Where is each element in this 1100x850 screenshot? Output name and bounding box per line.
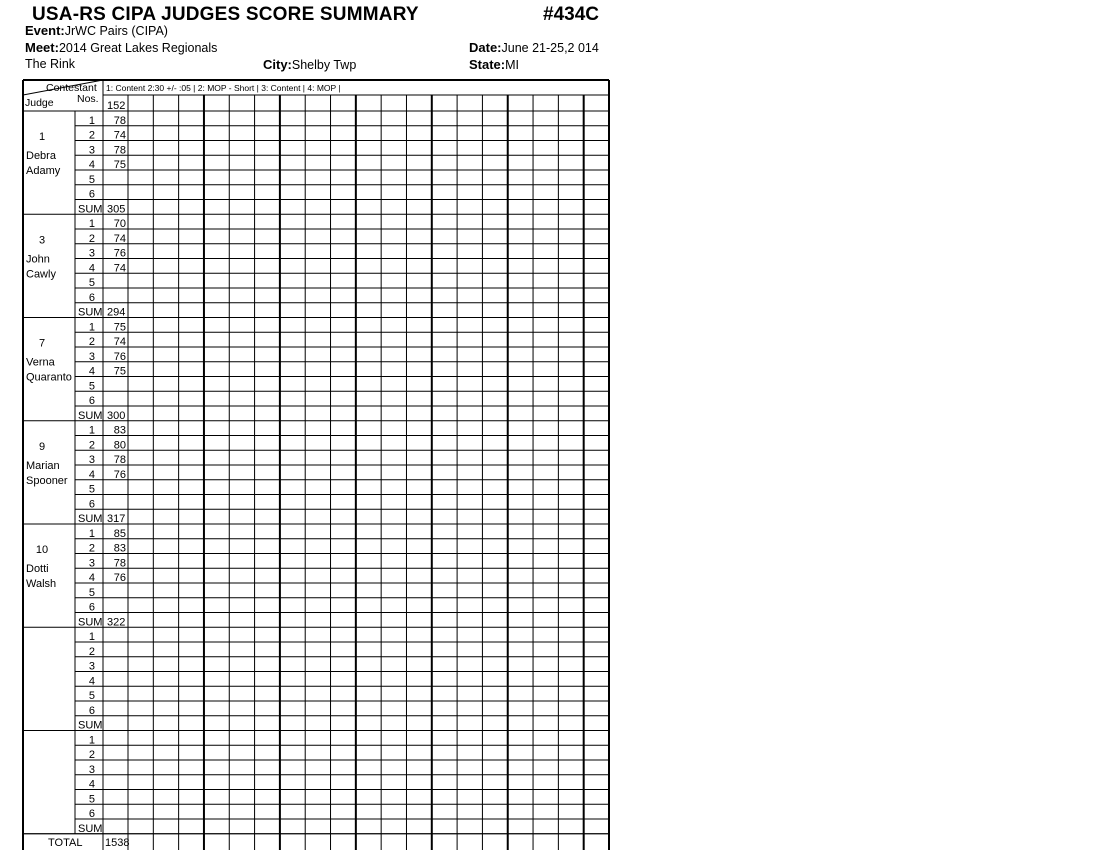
score-cell: 75 [113, 321, 126, 334]
row-number: 3 [88, 144, 95, 157]
city-label: City: [263, 57, 292, 72]
form-number: #434C [543, 4, 599, 25]
sum-value: 317 [107, 513, 126, 525]
row-number: 5 [88, 277, 95, 289]
contestant-number: 152 [107, 100, 126, 112]
score-cell: 75 [113, 365, 126, 378]
score-cell: 74 [113, 336, 126, 348]
meet-value: 2014 Great Lakes Regionals [58, 41, 218, 55]
sum-label: SUM [78, 409, 103, 422]
row-number: 2 [88, 439, 95, 452]
row-number: 2 [88, 645, 95, 658]
row-number: 1 [88, 631, 95, 643]
score-cell: 70 [113, 218, 126, 230]
judge-last-name: Spooner [26, 474, 68, 487]
row-number: 3 [88, 247, 95, 260]
row-number: 6 [88, 704, 95, 717]
judge-first-name: Marian [26, 459, 60, 472]
judge-first-name: John [26, 253, 50, 266]
score-cell: 80 [113, 439, 126, 452]
row-number: 1 [88, 527, 95, 540]
corner-contestant-label: Contestant [46, 82, 97, 94]
row-number: 2 [88, 749, 95, 761]
event-value: JrWC Pairs (CIPA) [64, 24, 168, 38]
row-number: 2 [88, 232, 95, 245]
sum-label: SUM [78, 719, 103, 732]
row-number: 5 [88, 690, 95, 702]
row-number: 1 [88, 218, 95, 230]
row-number: 6 [88, 601, 95, 614]
score-cell: 85 [113, 527, 126, 540]
form-title: USA-RS CIPA JUDGES SCORE SUMMARY [32, 4, 419, 25]
sum-value: 322 [107, 616, 126, 629]
row-number: 6 [88, 808, 95, 820]
row-number: 5 [88, 483, 95, 496]
row-number: 1 [88, 424, 95, 437]
sum-value: 300 [107, 409, 126, 422]
city-value: Shelby Twp [291, 58, 357, 72]
row-number: 2 [88, 336, 95, 348]
row-number: 2 [88, 129, 95, 142]
sum-label: SUM [78, 306, 103, 319]
score-cell: 83 [113, 424, 126, 437]
score-cell: 75 [113, 159, 126, 171]
row-number: 6 [88, 498, 95, 511]
sum-label: SUM [78, 616, 103, 629]
row-number: 6 [88, 395, 95, 407]
score-cell: 78 [113, 114, 126, 127]
row-number: 3 [88, 763, 95, 776]
sum-value: 294 [107, 306, 126, 319]
sum-value: 305 [107, 203, 126, 216]
score-cell: 74 [113, 129, 126, 142]
corner-nos-label: Nos. [77, 93, 99, 105]
date-label: Date: [469, 40, 502, 55]
event-legend: 1: Content 2:30 +/- :05 | 2: MOP - Short | 3: Content | 4: MOP | [106, 83, 341, 93]
judge-first-name: Dotti [26, 563, 49, 575]
score-cell: 83 [113, 542, 126, 555]
row-number: 6 [88, 188, 95, 201]
row-number: 4 [88, 365, 95, 378]
score-cell: 78 [113, 454, 126, 466]
row-number: 1 [88, 114, 95, 127]
score-cell: 78 [113, 557, 126, 570]
judge-first-name: Verna [26, 356, 55, 369]
row-number: 4 [88, 262, 95, 275]
judge-last-name: Walsh [26, 578, 57, 590]
score-cell: 74 [113, 232, 126, 245]
row-number: 6 [88, 291, 95, 304]
score-cell: 74 [113, 262, 126, 275]
row-number: 1 [88, 734, 95, 747]
row-number: 2 [88, 542, 95, 555]
judge-first-name: Debra [26, 150, 56, 162]
event-label: Event: [25, 23, 65, 38]
judge-number: 9 [38, 440, 46, 453]
judge-last-name: Quaranto [26, 371, 72, 384]
total-label: TOTAL [48, 836, 83, 849]
row-number: 3 [88, 350, 95, 363]
judge-last-name: Adamy [26, 165, 61, 177]
row-number: 3 [88, 557, 95, 570]
row-number: 5 [88, 173, 95, 186]
sum-label: SUM [78, 203, 103, 216]
state-value: MI [505, 58, 520, 72]
judge-number: 10 [35, 544, 49, 556]
total-value: 1538 [105, 836, 130, 849]
corner-judge-label: Judge [25, 97, 54, 109]
score-cell: 76 [113, 572, 126, 584]
row-number: 3 [88, 454, 95, 466]
judge-number: 1 [38, 131, 46, 143]
judge-last-name: Cawly [26, 268, 56, 281]
state-label: State: [469, 57, 506, 72]
score-cell: 76 [113, 468, 126, 481]
row-number: 1 [88, 321, 95, 334]
row-number: 5 [88, 380, 95, 393]
row-number: 3 [88, 660, 95, 673]
row-number: 4 [88, 778, 95, 791]
score-cell: 76 [113, 350, 126, 363]
judge-number: 3 [38, 234, 46, 247]
row-number: 4 [88, 572, 95, 584]
judge-number: 7 [38, 337, 46, 350]
meet-label: Meet: [25, 40, 59, 55]
row-number: 4 [88, 675, 95, 688]
row-number: 5 [88, 793, 95, 806]
row-number: 5 [88, 586, 95, 599]
date-value: June 21-25,2 014 [501, 41, 599, 55]
sum-label: SUM [78, 822, 103, 835]
venue: The Rink [25, 57, 76, 71]
score-cell: 76 [113, 247, 126, 260]
row-number: 4 [88, 159, 95, 171]
sum-label: SUM [78, 513, 103, 525]
row-number: 4 [88, 468, 95, 481]
score-cell: 78 [113, 144, 126, 157]
